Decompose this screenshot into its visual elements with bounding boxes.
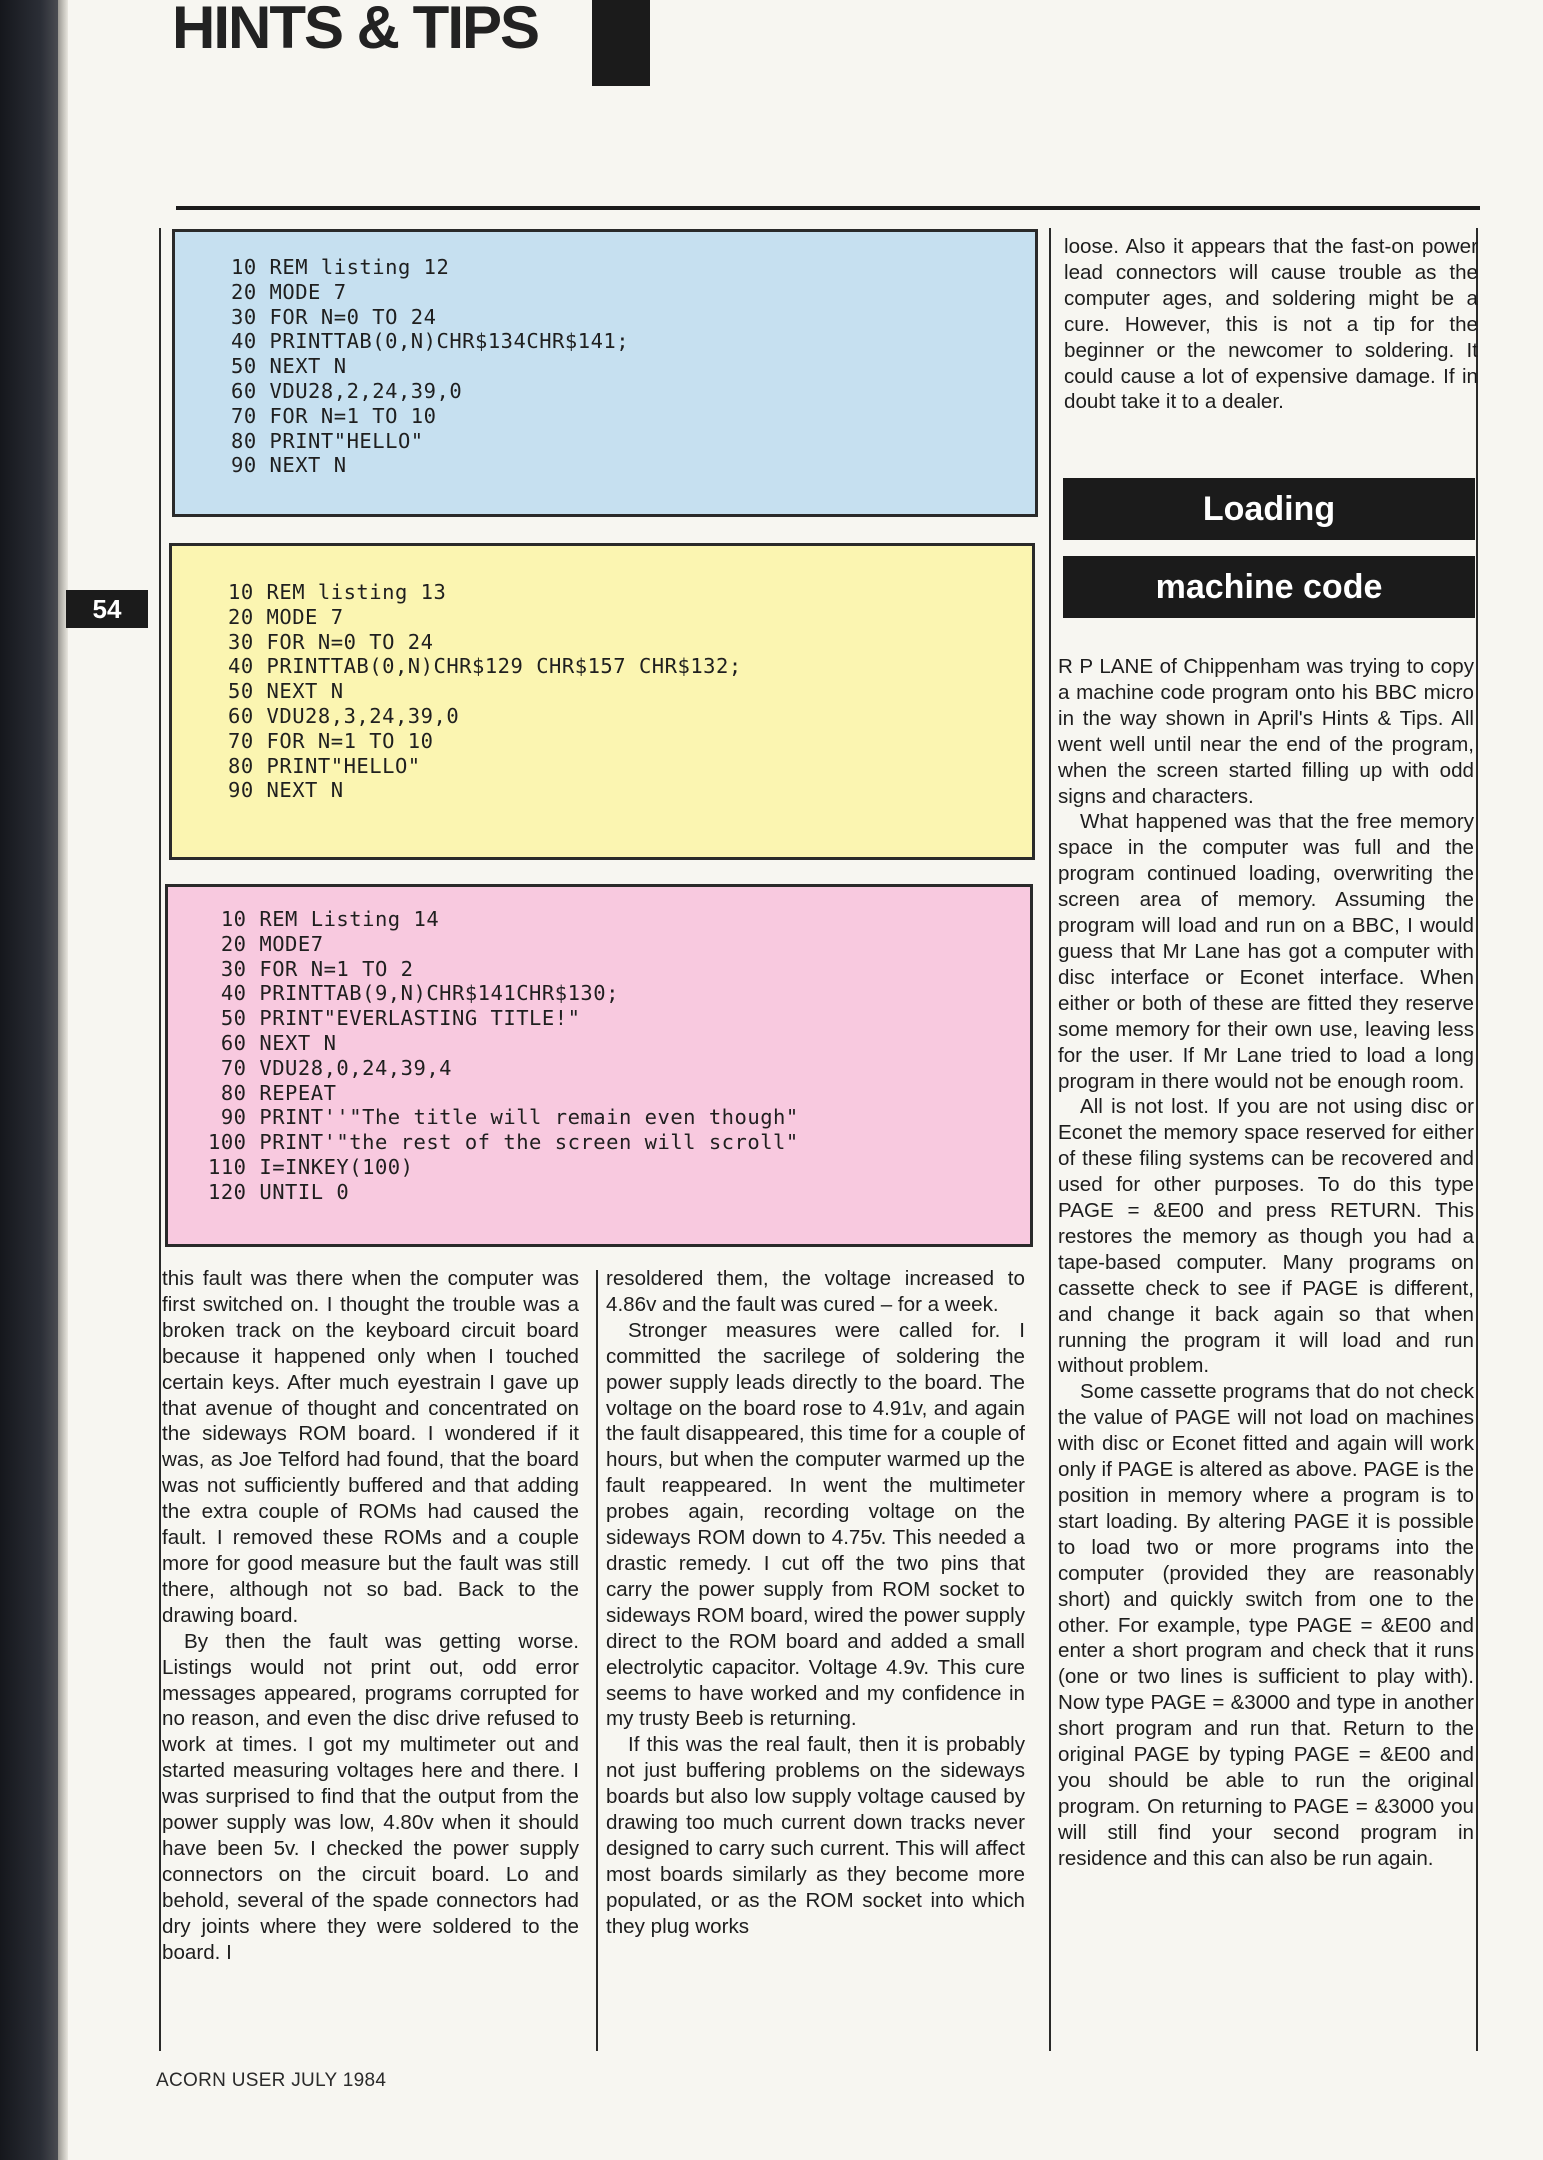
- paragraph: loose. Also it appears that the fast-on power lead connectors will cause trouble as the computer ages, and soldering might be a cure. However, this is not a tip for the beginner or the newcomer to soldering. It could cause a lot of expensive damage. If in doubt take it to a dealer.: [1064, 235, 1478, 414]
- article-column-1: [162, 1266, 579, 1965]
- article-column-3-bottom: [1058, 654, 1474, 1872]
- section-heading-loading: Loading: [1063, 478, 1475, 540]
- listing-12-box: [172, 229, 1038, 517]
- header-black-block: [592, 0, 650, 86]
- page-edge-shadow: [58, 0, 68, 2160]
- column-rule-right: [1049, 228, 1051, 2051]
- binding-spine: [0, 0, 58, 2160]
- page-number: 54: [66, 590, 148, 628]
- listing-12-code: 10 REM listing 12 20 MODE 7 30 FOR N=0 TO 24 40 PRINTTAB(0,N)CHR$134CHR$141; 50 NEXT N 60 VDU28,2,24,39,0 70 FOR N=1 TO 10 80 PRINT"HELLO" 90 NEXT N: [231, 255, 630, 478]
- listing-13-code: 10 REM listing 13 20 MODE 7 30 FOR N=0 TO 24 40 PRINTTAB(0,N)CHR$129 CHR$157 CHR$132; 50 NEXT N 60 VDU28,3,24,39,0 70 FOR N=1 TO 10 80 PRINT"HELLO" 90 NEXT N: [228, 580, 742, 803]
- listing-14-box: [165, 884, 1033, 1247]
- column-rule-middle: [596, 1270, 598, 2051]
- paragraph: All is not lost. If you are not using disc or Econet the memory space reserved for either of these filing systems can be recovered and used for other purposes. To do this type PAGE = &E00 and press RETURN. This restores the memory as though you had a tape-based computer. Many programs on cassette check to see if PAGE is different, and change it back again so that when running the program it will load and run without problem.: [1058, 1095, 1474, 1378]
- column-rule-left: [159, 228, 161, 2051]
- listing-13-box: [169, 543, 1035, 860]
- paragraph: By then the fault was getting worse. Listings would not print out, odd error messages appeared, programs corrupted for no reason, and even the disc drive refused to work at times. I got my multimeter out and started measuring voltages here and there. I was surprised to find that the output from the power supply was low, 4.80v when it should have been 5v. I checked the power supply connectors on the circuit board. Lo and behold, several of the spade connectors had dry joints where they were soldered to the board. I: [162, 1629, 579, 1964]
- paragraph: this fault was there when the computer was first switched on. I thought the trouble was a broken track on the keyboard circuit board because it happened only when I touched certain keys. After much eyestrain I gave up that avenue of thought and concentrated on the sideways ROM board. I wondered if it was, as Joe Telford had found, that the board was not sufficiently buffered and that adding the extra couple of ROMs had caused the fault. I removed these ROMs and a couple more for good measure but the fault was still there, although not so bad. Back to the drawing board.: [162, 1267, 579, 1627]
- footer-issue: ACORN USER JULY 1984: [156, 2070, 387, 2091]
- paragraph: resoldered them, the voltage increased to 4.86v and the fault was cured – for a week.: [606, 1267, 1025, 1316]
- page-title: HINTS & TIPS: [172, 0, 539, 61]
- paragraph: R P LANE of Chippenham was trying to copy a machine code program onto his BBC micro in the way shown in April's Hints & Tips. All went well until near the end of the program, when the screen started filling up with odd signs and characters.: [1058, 655, 1474, 808]
- column-rule-outer: [1476, 228, 1478, 2051]
- section-heading-machine-code: machine code: [1063, 556, 1475, 618]
- paragraph: Some cassette programs that do not check the value of PAGE will not load on machines with disc or Econet fitted and again will work only if PAGE is altered as above. PAGE is the position in memory where a program is to start loading. By altering PAGE it is possible to load two or more programs into the computer (provided they are reasonably short) and quickly switch from one to the other. For example, type PAGE = &E00 and enter a short program and check that it runs (one or two lines is sufficient to play with). Now type PAGE = &3000 and type in another short program and run that. Return to the original PAGE by typing PAGE = &E00 and you should be able to run the original program. On returning to PAGE = &3000 you will still find your second program in residence and this can also be run again.: [1058, 1380, 1474, 1870]
- listing-14-code: 10 REM Listing 14 20 MODE7 30 FOR N=1 TO 2 40 PRINTTAB(9,N)CHR$141CHR$130; 50 PRINT"EVERLASTING TITLE!" 60 NEXT N 70 VDU28,0,24,39,4 80 REPEAT 90 PRINT''"The title will remain even though" 100 PRINT'"the rest of the screen will scroll" 110 I=INKEY(100) 120 UNTIL 0: [208, 907, 799, 1204]
- paragraph: Stronger measures were called for. I committed the sacrilege of soldering the power supply leads directly to the board. The voltage on the board rose to 4.91v, and again the fault disappeared, this time for a couple of hours, but when the computer warmed up the fault reappeared. In went the multimeter probes again, recording voltage on the sideways ROM down to 4.75v. This needed a drastic remedy. I cut off the two pins that carry the power supply from ROM socket to sideways ROM board, wired the power supply direct to the ROM board and added a small electrolytic capacitor. Voltage 4.9v. This cure seems to have worked and my confidence in my trusty Beeb is returning.: [606, 1318, 1025, 1731]
- paragraph: If this was the real fault, then it is probably not just buffering problems on the sideways boards but also low supply voltage caused by drawing too much current down tracks never designed to carry such current. This will affect most boards similarly as they become more populated, or as the ROM socket into which they plug works: [606, 1733, 1025, 1938]
- header-rule: [176, 206, 1480, 210]
- article-column-2: [606, 1266, 1025, 1940]
- article-column-3-top: [1064, 234, 1478, 415]
- paragraph: What happened was that the free memory space in the computer was full and the program continued loading, overwriting the screen area of memory. Assuming the program will load and run on a BBC, I would guess that Mr Lane has got a computer with disc interface or Econet interface. When either or both of these are fitted they reserve some memory for their own use, leaving less for the user. If Mr Lane tried to load a long program in there would not be enough room.: [1058, 810, 1474, 1093]
